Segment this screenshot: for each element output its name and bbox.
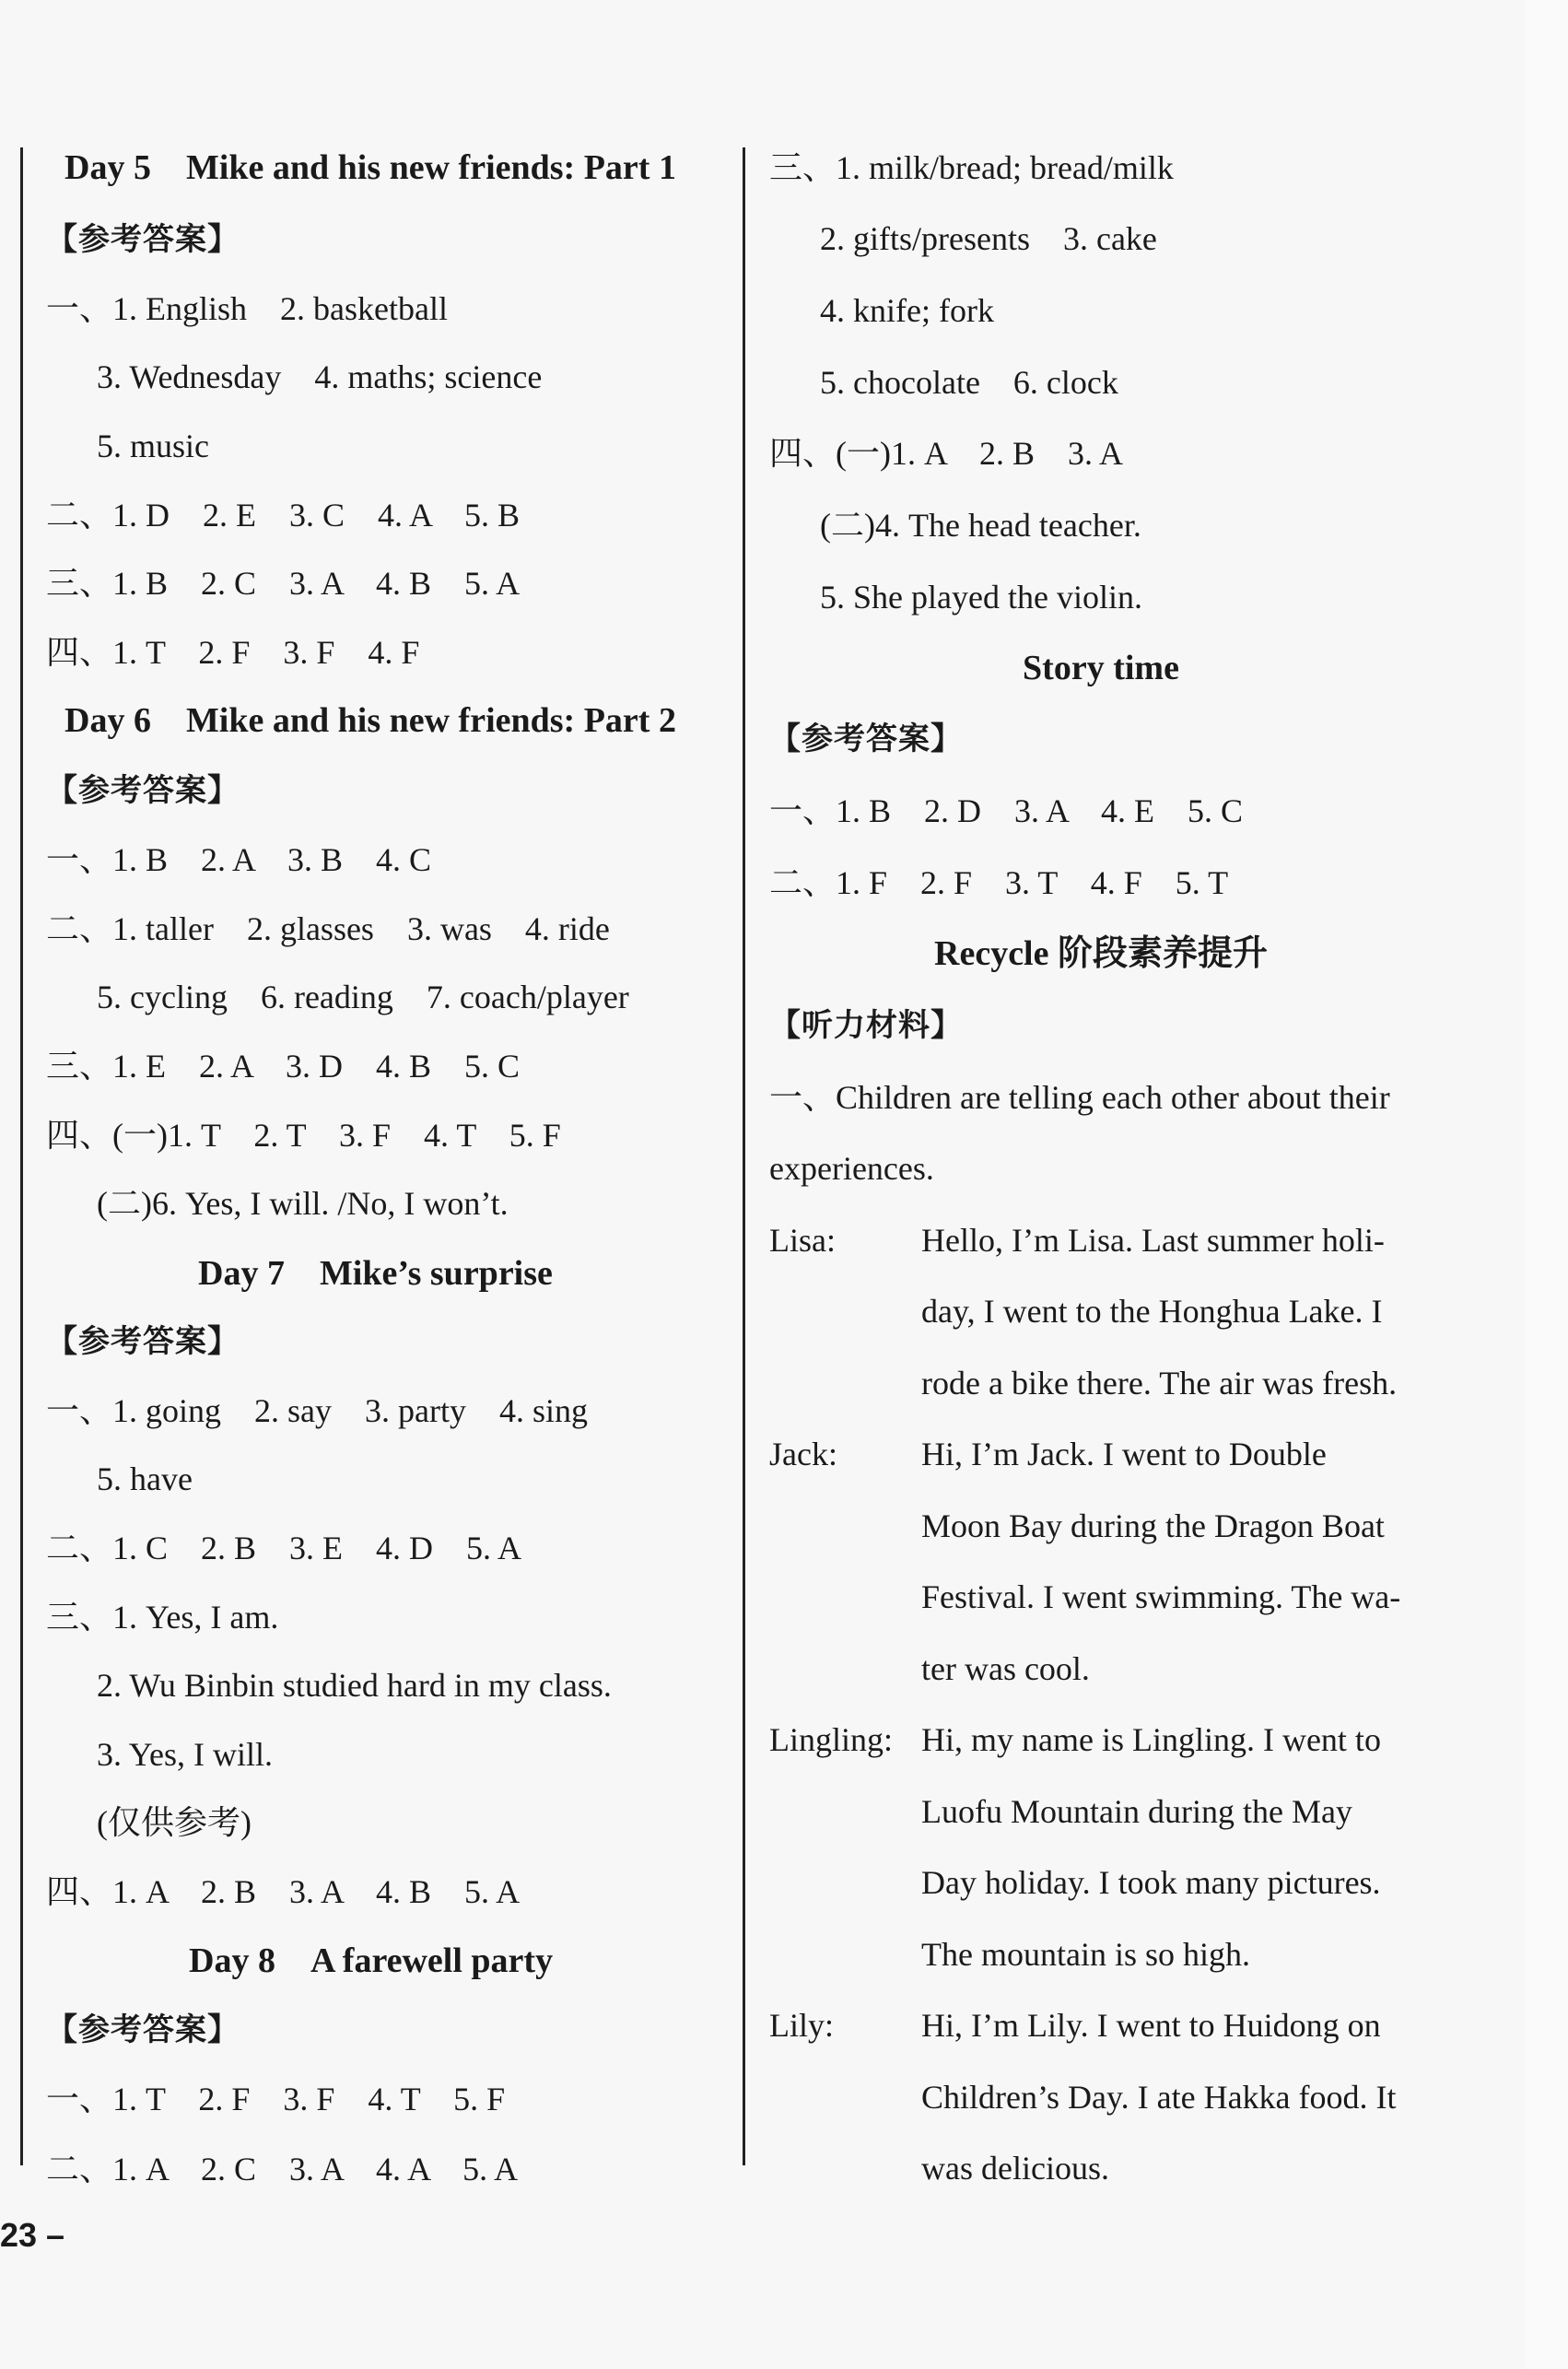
- dialogue-line: ter was cool.: [921, 1650, 1090, 1687]
- cont-q3-line3: 4. knife; fork: [820, 292, 994, 329]
- recycle-title: Recycle 阶段素养提升: [934, 934, 1268, 973]
- dialogue-line: Hello, I’m Lisa. Last summer holi-: [921, 1222, 1385, 1259]
- dialogue-line: Hi, I’m Jack. I went to Double: [921, 1436, 1327, 1472]
- day7-q1-line2: 5. have: [97, 1460, 193, 1497]
- cont-q3-line4: 5. chocolate 6. clock: [820, 364, 1118, 401]
- dialogue-line: Children’s Day. I ate Hakka food. It: [921, 2079, 1397, 2116]
- page-edge-shade: [1525, 0, 1568, 2369]
- day8-answer-key-label: 【参考答案】: [46, 2011, 240, 2048]
- dialogue-line: Moon Bay during the Dragon Boat: [921, 1507, 1385, 1544]
- dialogue-line: rode a bike there. The air was fresh.: [921, 1365, 1398, 1401]
- dialogue-line: The mountain is so high.: [921, 1936, 1250, 1973]
- day6-q3: 三、1. E 2. A 3. D 4. B 5. C: [46, 1048, 521, 1085]
- dialogue-speaker-lily: Lily:: [769, 2007, 834, 2044]
- day7-q4: 四、1. A 2. B 3. A 4. B 5. A: [46, 1873, 521, 1910]
- dialogue-line: Day holiday. I took many pictures.: [921, 1864, 1381, 1901]
- dialogue-line: Hi, I’m Lily. I went to Huidong on: [921, 2007, 1381, 2044]
- cont-q3-line2: 2. gifts/presents 3. cake: [820, 220, 1157, 257]
- recycle-intro-line2: experiences.: [769, 1150, 934, 1187]
- day7-answer-key-label: 【参考答案】: [46, 1323, 240, 1360]
- dialogue-line: was delicious.: [921, 2150, 1109, 2187]
- story-q2: 二、1. F 2. F 3. T 4. F 5. T: [769, 864, 1229, 901]
- day8-q1: 一、1. T 2. F 3. F 4. T 5. F: [46, 2081, 506, 2117]
- dialogue-speaker-lingling: Lingling:: [769, 1721, 893, 1758]
- dialogue-speaker-jack: Jack:: [769, 1436, 837, 1472]
- day5-title: Day 5 Mike and his new friends: Part 1: [64, 148, 676, 187]
- cont-q4-line3: 5. She played the violin.: [820, 579, 1142, 616]
- day6-q1: 一、1. B 2. A 3. B 4. C: [46, 841, 432, 878]
- day6-q4-line1: 四、(一)1. T 2. T 3. F 4. T 5. F: [46, 1117, 561, 1154]
- day7-q2: 二、1. C 2. B 3. E 4. D 5. A: [46, 1530, 522, 1566]
- day5-q1-line3: 5. music: [97, 428, 209, 464]
- dialogue-speaker-lisa: Lisa:: [769, 1222, 836, 1259]
- day7-q3-note: (仅供参考): [97, 1804, 252, 1841]
- cont-q4-line1: 四、(一)1. A 2. B 3. A: [769, 435, 1124, 472]
- day7-q3-line1: 三、1. Yes, I am.: [46, 1599, 279, 1636]
- day5-q2: 二、1. D 2. E 3. C 4. A 5. B: [46, 497, 521, 534]
- day6-title: Day 6 Mike and his new friends: Part 2: [64, 701, 676, 740]
- left-margin-rule: [20, 147, 23, 2165]
- cont-q4-line2: (二)4. The head teacher.: [820, 507, 1141, 544]
- day8-q2: 二、1. A 2. C 3. A 4. A 5. A: [46, 2151, 519, 2187]
- dialogue-line: Luofu Mountain during the May: [921, 1793, 1352, 1830]
- day6-answer-key-label: 【参考答案】: [46, 772, 240, 809]
- recycle-intro-line1: 一、Children are telling each other about their: [769, 1079, 1390, 1116]
- day5-q1-line2: 3. Wednesday 4. maths; science: [97, 358, 543, 395]
- day5-q1-line1: 一、1. English 2. basketball: [46, 290, 448, 327]
- day5-q3: 三、1. B 2. C 3. A 4. B 5. A: [46, 565, 521, 602]
- cont-q3-line1: 三、1. milk/bread; bread/milk: [769, 149, 1174, 186]
- day6-q2-line2: 5. cycling 6. reading 7. coach/player: [97, 979, 629, 1015]
- day7-q3-line3: 3. Yes, I will.: [97, 1736, 274, 1773]
- story-time-title: Story time: [1023, 649, 1179, 687]
- dialogue-line: Hi, my name is Lingling. I went to: [921, 1721, 1381, 1758]
- day7-title: Day 7 Mike’s surprise: [198, 1254, 553, 1293]
- day5-q4: 四、1. T 2. F 3. F 4. F: [46, 634, 420, 671]
- dialogue-line: Festival. I went swimming. The wa-: [921, 1578, 1401, 1615]
- day7-q1-line1: 一、1. going 2. say 3. party 4. sing: [46, 1392, 588, 1429]
- story-q1: 一、1. B 2. D 3. A 4. E 5. C: [769, 792, 1244, 829]
- day6-q4-line2: (二)6. Yes, I will. /No, I won’t.: [97, 1185, 509, 1222]
- day7-q3-line2: 2. Wu Binbin studied hard in my class.: [97, 1667, 612, 1704]
- day8-title: Day 8 A farewell party: [189, 1941, 554, 1980]
- column-divider: [743, 147, 745, 2165]
- day6-q2-line1: 二、1. taller 2. glasses 3. was 4. ride: [46, 910, 610, 947]
- dialogue-line: day, I went to the Honghua Lake. I: [921, 1293, 1383, 1330]
- day5-answer-key-label: 【参考答案】: [46, 221, 240, 258]
- story-answer-key-label: 【参考答案】: [769, 721, 963, 757]
- listening-label: 【听力材料】: [769, 1007, 963, 1044]
- page-number: 23 –: [0, 2216, 65, 2254]
